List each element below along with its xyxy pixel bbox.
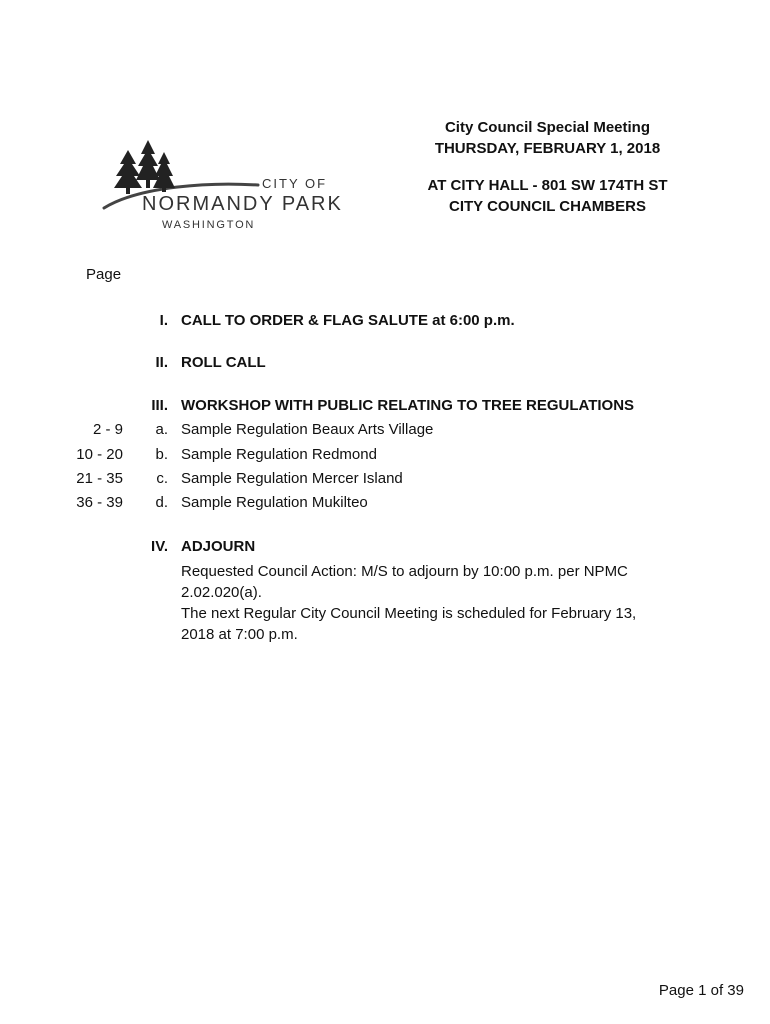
item-c-text: Sample Regulation Mercer Island	[181, 470, 403, 487]
item-b-pages: 10 - 20	[76, 446, 123, 463]
page-footer: Page 1 of 39	[658, 982, 744, 999]
item-b-letter: b.	[155, 446, 168, 463]
meeting-title: City Council Special Meeting	[444, 119, 651, 136]
adjourn-action: Requested Council Action: M/S to adjourn by 10:00 p.m. per NPMC 2.02.020(a).	[181, 563, 628, 601]
item-a-text: Sample Regulation Beaux Arts Village	[181, 421, 434, 438]
section-3-number: III.	[151, 397, 168, 414]
page-column-label: Page	[86, 266, 122, 283]
section-1-title: CALL TO ORDER & FLAG SALUTE at 6:00 p.m.	[181, 312, 515, 329]
section-4-number: IV.	[151, 538, 168, 555]
logo-washington: WASHINGTON	[162, 219, 256, 231]
item-b-text: Sample Regulation Redmond	[181, 446, 377, 463]
item-d-letter: d.	[155, 494, 168, 511]
meeting-room: CITY COUNCIL CHAMBERS	[449, 198, 646, 215]
item-c-letter: c.	[156, 470, 168, 487]
item-c-pages: 21 - 35	[76, 470, 123, 487]
section-2-number: II.	[155, 354, 168, 371]
item-d-text: Sample Regulation Mukilteo	[181, 494, 368, 511]
item-a-pages: 2 - 9	[92, 421, 123, 438]
item-a-letter: a.	[155, 421, 168, 438]
section-2-title: ROLL CALL	[181, 354, 266, 371]
city-logo	[100, 138, 355, 238]
logo-normandy-park: NORMANDY PARK	[142, 193, 343, 215]
meeting-location: AT CITY HALL - 801 SW 174TH ST	[427, 177, 668, 194]
logo-city-of: CITY OF	[262, 176, 328, 191]
section-1-number: I.	[159, 312, 168, 329]
next-meeting-note: The next Regular City Council Meeting is scheduled for February 13, 2018 at 7:00 p.m.	[181, 605, 637, 643]
item-d-pages: 36 - 39	[76, 494, 123, 511]
section-4-title: ADJOURN	[181, 538, 256, 555]
meeting-date: THURSDAY, FEBRUARY 1, 2018	[434, 140, 661, 157]
section-3-title: WORKSHOP WITH PUBLIC RELATING TO TREE REGULATIONS	[181, 397, 635, 414]
